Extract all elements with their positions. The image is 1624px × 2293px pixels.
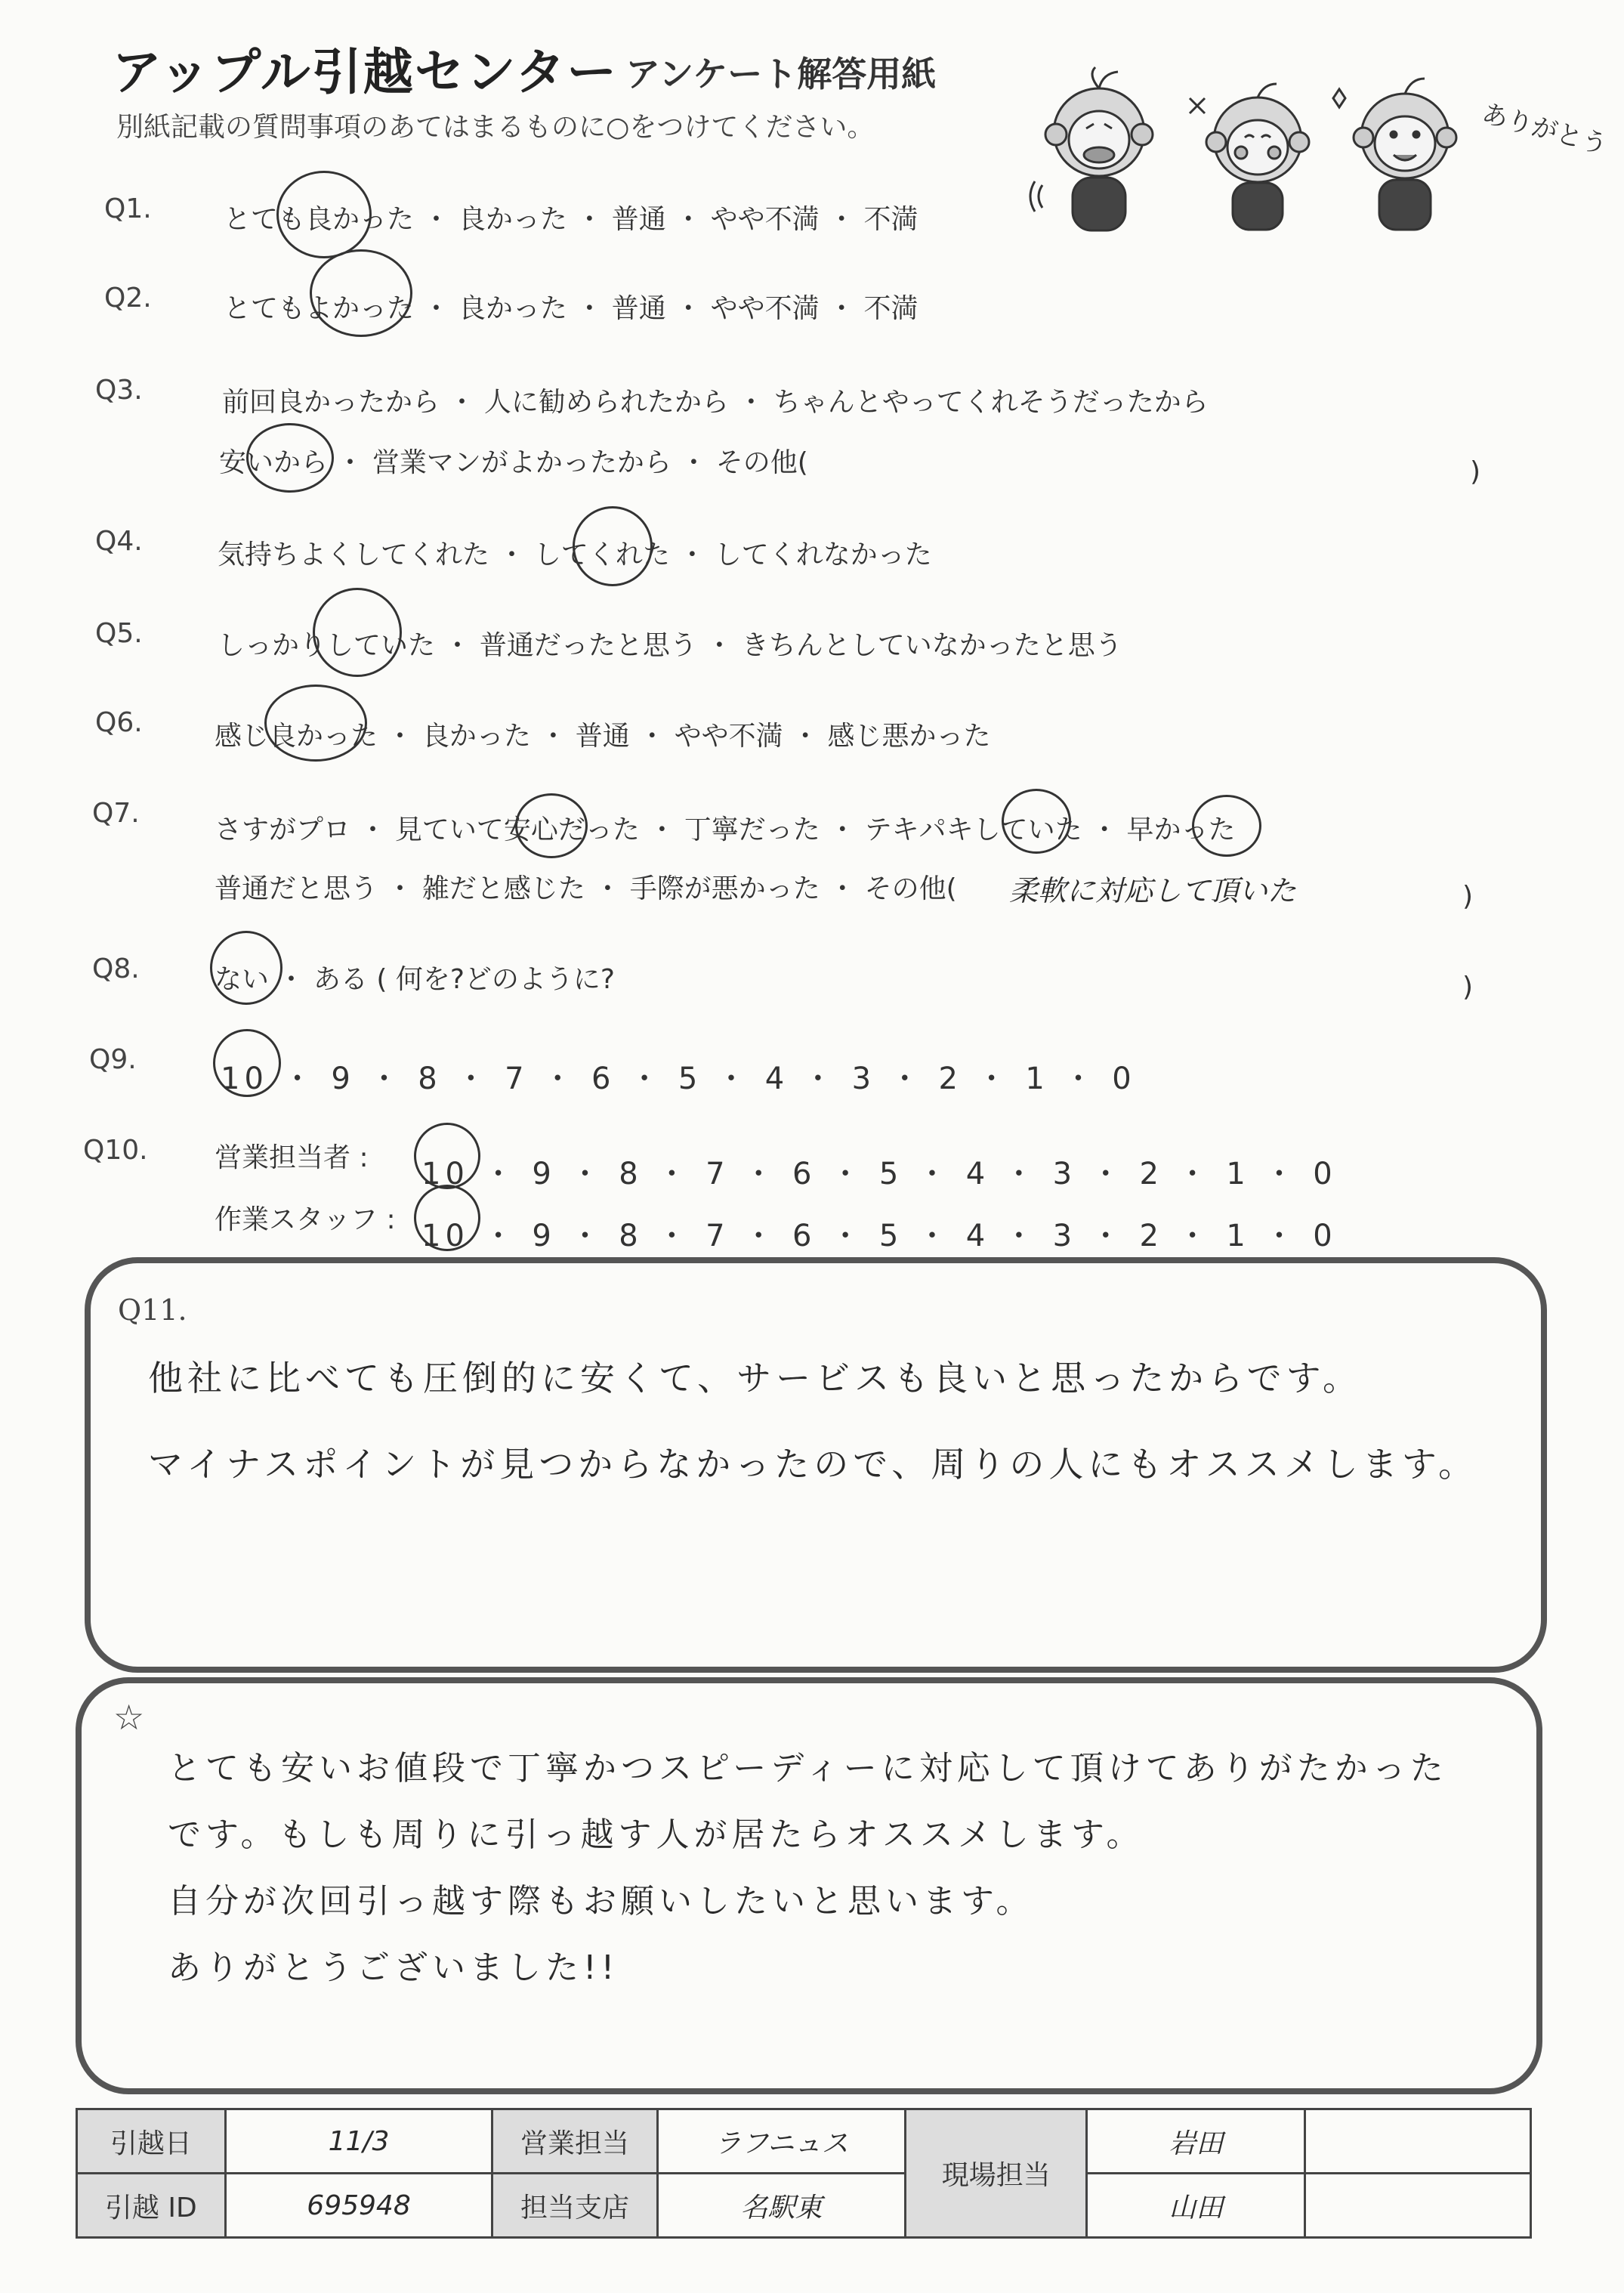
answer-circle: [414, 1185, 480, 1251]
move-date-label: 引越日: [77, 2109, 226, 2174]
comment-line: 自分が次回引っ越す際もお願いしたいと思います。: [168, 1882, 1034, 1921]
q8-close-paren: ): [1462, 972, 1474, 1003]
q11-label: Q11.: [118, 1293, 187, 1327]
q7-line1: さすがプロ ・ 見ていて安心だった ・ 丁寧だった ・ テキパキしていた ・ 早かった: [215, 814, 1236, 845]
q3-line2: 安いから ・ 営業マンがよかったから ・ その他(: [219, 447, 808, 478]
q8-options: ない ・ ある ( 何を?どのように?: [215, 964, 616, 995]
answer-circle: [276, 171, 372, 258]
comment-line: ありがとうございました!!: [168, 1948, 619, 1987]
q11-line: 他社に比べても圧倒的に安くて、サービスも良いと思ったからです。: [148, 1358, 1362, 1398]
move-date-value: 11/3: [225, 2109, 492, 2174]
q2-options: とてもよかった ・ 良かった ・ 普通 ・ やや不満 ・ 不満: [224, 293, 919, 324]
q7-line2: 普通だと思う ・ 雑だと感じた ・ 手際が悪かった ・ その他(: [215, 873, 957, 904]
site-staff-label: 現場担当: [906, 2109, 1087, 2238]
thanks-text: ありがとう: [1478, 98, 1611, 161]
answer-circle: [1192, 795, 1261, 857]
site-staff-2: 山田: [1087, 2174, 1305, 2238]
answer-circle: [573, 506, 653, 586]
branch-label: 担当支店: [492, 2174, 657, 2238]
q3-close-paren: ): [1470, 456, 1481, 487]
monkey-mascots-illustration: [1027, 53, 1611, 257]
site-staff-1: 岩田: [1087, 2109, 1305, 2174]
move-id-value: 695948: [225, 2174, 492, 2238]
answer-circle: [264, 685, 367, 762]
q10-sales-options: 10 ・ 9 ・ 8 ・ 7 ・ 6 ・ 5 ・ 4 ・ 3 ・ 2 ・ 1 ・ 0: [421, 1157, 1337, 1191]
q5-options: しっかりしていた ・ 普通だったと思う ・ きちんとしていなかったと思う: [218, 630, 1122, 661]
q7-close-paren: ): [1462, 881, 1474, 912]
q1-options: とても良かった ・ 良かった ・ 普通 ・ やや不満 ・ 不満: [224, 204, 919, 235]
answer-circle: [414, 1123, 480, 1189]
monkey-shy-icon: [1190, 84, 1309, 230]
q2-label: Q2.: [104, 283, 152, 314]
sales-rep-label: 営業担当: [492, 2109, 657, 2174]
q3-line1: 前回良かったから ・ 人に勧められたから ・ ちゃんとやってくれそうだったから: [222, 387, 1209, 418]
q3-label: Q3.: [95, 375, 143, 406]
q10-sales-label: 営業担当者 :: [215, 1142, 369, 1173]
star-icon: ☆: [113, 1697, 145, 1738]
q11-line: マイナスポイントが見つからなかったので、周りの人にもオススメします。: [148, 1444, 1478, 1485]
answer-circle: [213, 1029, 281, 1097]
answer-circle: [1002, 789, 1071, 854]
instructions: 別紙記載の質問事項のあてはまるものに○をつけてください。: [116, 112, 875, 143]
empty-cell: [1305, 2174, 1531, 2238]
q7-label: Q7.: [92, 798, 140, 829]
q6-options: 感じ良かった ・ 良かった ・ 普通 ・ やや不満 ・ 感じ悪かった: [215, 721, 991, 752]
comment-line: とても安いお値段で丁寧かつスピーディーに対応して頂けてありがたかった: [168, 1749, 1448, 1788]
form-subtitle: アンケート解答用紙: [625, 54, 937, 94]
answer-circle: [515, 793, 588, 858]
answer-circle: [210, 931, 283, 1005]
monkey-happy-icon: [1333, 79, 1456, 230]
q10-label: Q10.: [83, 1135, 148, 1166]
answer-circle: [313, 588, 402, 677]
monkey-laughing-icon: [1030, 67, 1153, 230]
comment-line: です。もしも周りに引っ越す人が居たらオススメします。: [168, 1816, 1144, 1854]
q8-label: Q8.: [92, 953, 140, 984]
answer-circle: [246, 423, 334, 493]
empty-cell: [1305, 2109, 1531, 2174]
branch-value: 名駅東: [657, 2174, 906, 2238]
footer-info-table: [76, 2108, 1532, 2239]
company-title: アップル引越センター: [112, 43, 619, 101]
answer-circle: [310, 249, 412, 337]
q6-label: Q6.: [95, 707, 143, 738]
q5-label: Q5.: [95, 618, 143, 649]
q7-other-handwritten: 柔軟に対応して頂いた: [1009, 874, 1297, 907]
move-id-label: 引越 ID: [77, 2174, 226, 2238]
q9-options: 10 ・ 9 ・ 8 ・ 7 ・ 6 ・ 5 ・ 4 ・ 3 ・ 2 ・ 1 ・ 0: [221, 1062, 1136, 1096]
sales-rep-value: ラフニュス: [657, 2109, 906, 2174]
q10-staff-label: 作業スタッフ :: [215, 1204, 396, 1235]
q9-label: Q9.: [89, 1044, 137, 1075]
q10-staff-options: 10 ・ 9 ・ 8 ・ 7 ・ 6 ・ 5 ・ 4 ・ 3 ・ 2 ・ 1 ・ 0: [421, 1219, 1337, 1253]
q1-label: Q1.: [104, 193, 152, 224]
q4-options: 気持ちよくしてくれた ・ してくれた ・ してくれなかった: [218, 539, 932, 570]
q4-label: Q4.: [95, 526, 143, 557]
